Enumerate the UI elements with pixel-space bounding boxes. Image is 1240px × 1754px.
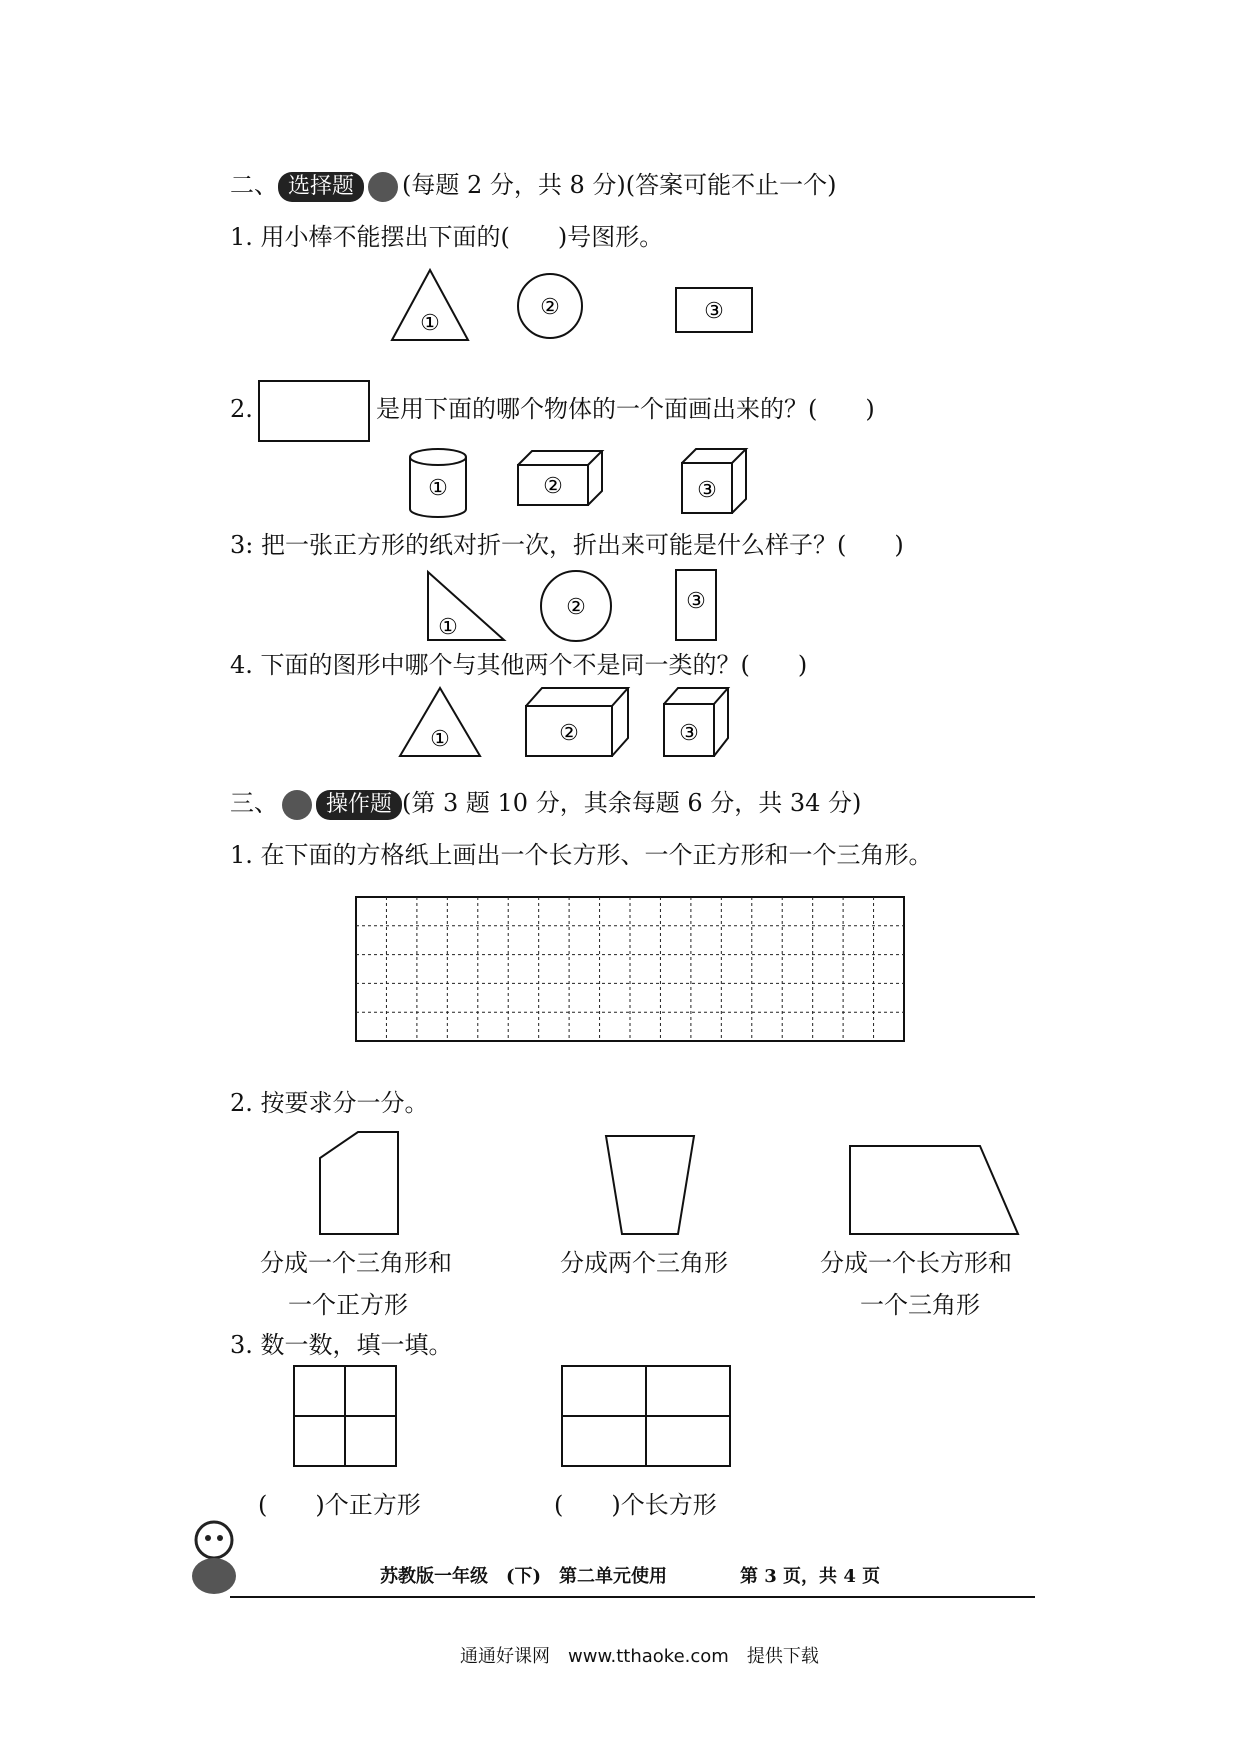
- q4-shapes: [396, 682, 736, 762]
- square-grid-figure: [294, 1366, 396, 1466]
- section2-header: [230, 168, 837, 202]
- footer-rule: [230, 1596, 1035, 1598]
- section3-note: (第 3 题 10 分，其余每题 6 分，共 34 分): [402, 789, 862, 817]
- pentagon-shape: [320, 1132, 398, 1234]
- q3-label-1: ①: [438, 615, 458, 640]
- rectangle-grid-figure: [562, 1366, 730, 1466]
- grid-paper: [355, 896, 907, 1046]
- q1-text: 1. 用小棒不能摆出下面的( )号图形。: [230, 223, 664, 251]
- q3-label-3: ③: [686, 589, 706, 614]
- q2-solids: [400, 445, 760, 525]
- q3-label-2: ②: [566, 595, 586, 620]
- s3-q3-figures: [290, 1362, 740, 1472]
- section2-note: (每题 2 分，共 8 分)(答案可能不止一个): [402, 171, 837, 199]
- q2-number: 2.: [230, 395, 253, 423]
- s3-q2-caption-1: 分成一个三角形和: [260, 1249, 452, 1277]
- q1-label-1: ①: [420, 311, 440, 336]
- footer-book: 苏教版一年级 (下) 第二单元使用: [380, 1566, 668, 1587]
- q1-shapes: [380, 262, 780, 352]
- section3-header: [230, 786, 861, 820]
- q2-label-1: ①: [428, 476, 448, 501]
- q4-text: 4. 下面的图形中哪个与其他两个不是同一类的？( ): [230, 651, 808, 679]
- q2-text: 是用下面的哪个物体的一个面画出来的？( ): [376, 395, 875, 423]
- s3-q3-answer-2: ( )个长方形: [554, 1491, 717, 1519]
- q3-shapes: [420, 566, 750, 646]
- q4-label-1: ①: [430, 727, 450, 752]
- s3-q2-shapes: [300, 1130, 1040, 1240]
- s3-q2-caption-3b: 一个三角形: [860, 1291, 980, 1319]
- q1-label-3: ③: [704, 299, 724, 324]
- q2-label-3: ③: [697, 478, 717, 503]
- watermark: 通通好课网 www.tthaoke.com 提供下载: [460, 1646, 819, 1667]
- footer-page: 第 3 页，共 4 页: [740, 1566, 881, 1587]
- s3-q2-caption-3: 分成一个长方形和: [820, 1249, 1012, 1277]
- s3-q2-caption-2: 分成两个三角形: [560, 1249, 728, 1277]
- mascot-corner-icon: [184, 1510, 244, 1600]
- section2-badge: 选择题: [278, 172, 364, 202]
- s3-q3-text: 3. 数一数，填一填。: [230, 1331, 453, 1359]
- s3-q1-text: 1. 在下面的方格纸上画出一个长方形、一个正方形和一个三角形。: [230, 841, 933, 869]
- q1-label-2: ②: [540, 295, 560, 320]
- q4-label-2: ②: [559, 721, 579, 746]
- q3-text: 3: 把一张正方形的纸对折一次，折出来可能是什么样子？( ): [230, 531, 904, 559]
- q2-rectangle-shape: [258, 380, 370, 442]
- grid-lines: [356, 897, 904, 1041]
- section3-number: 三、: [230, 789, 278, 817]
- section3-badge: 操作题: [316, 790, 402, 820]
- s3-q2-text: 2. 按要求分一分。: [230, 1089, 429, 1117]
- trapezoid-shape: [606, 1136, 694, 1234]
- mascot-icon: [282, 790, 312, 820]
- q2-label-2: ②: [543, 474, 563, 499]
- s3-q2-caption-1b: 一个正方形: [288, 1291, 408, 1319]
- section2-number: 二、: [230, 171, 278, 199]
- right-trapezoid-shape: [850, 1146, 1018, 1234]
- mascot-icon: [368, 172, 398, 202]
- s3-q3-answer-1: ( )个正方形: [258, 1491, 421, 1519]
- q4-label-3: ③: [679, 721, 699, 746]
